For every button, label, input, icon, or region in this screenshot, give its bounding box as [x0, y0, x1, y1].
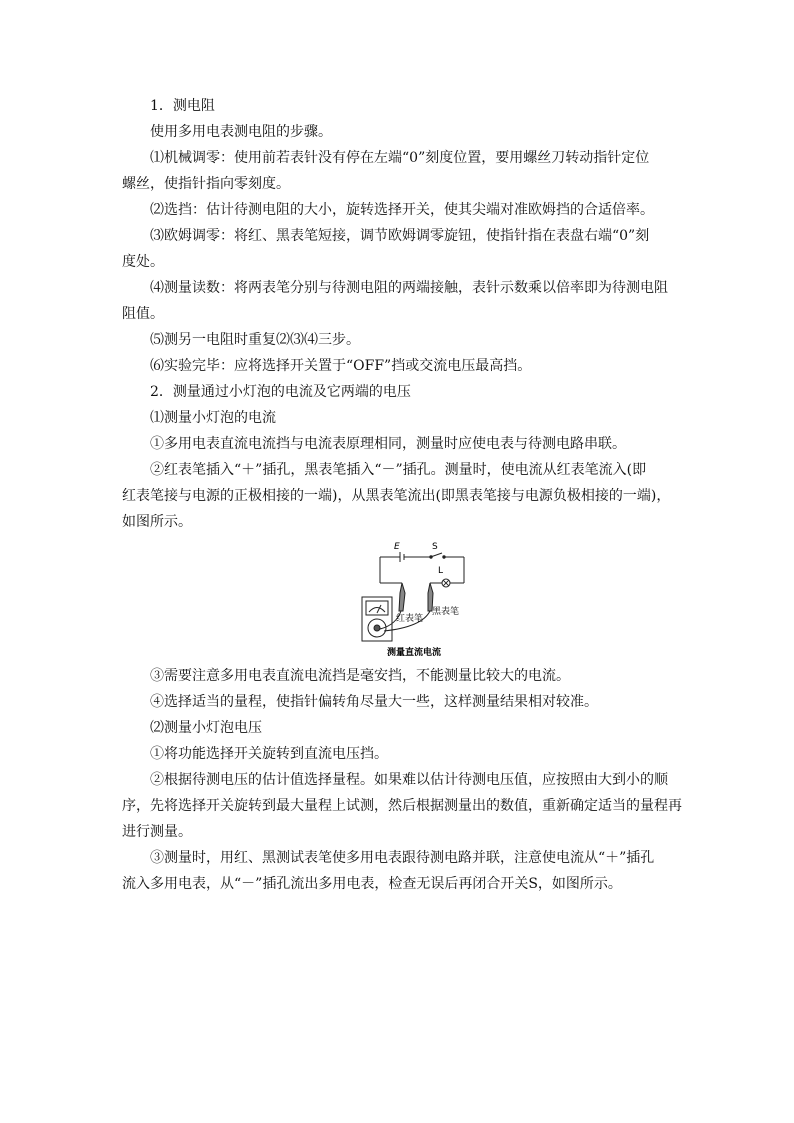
figure-caption: 测量直流电流: [386, 648, 442, 658]
text-line: ②红表笔插入“＋”插孔，黑表笔插入“－”插孔。测量时，使电流从红表笔流入(即: [150, 462, 647, 478]
text-block-lower: [122, 663, 682, 897]
text-line: 红表笔接与电源的正极相接的一端)，从黑表笔流出(即黑表笔接与电源负极相接的一端)，: [122, 488, 671, 504]
text-line: ③测量时，用红、黑测试表笔使多用电表跟待测电路并联，注意使电流从“＋”插孔: [150, 850, 655, 866]
text-line: ①多用电表直流电流挡与电流表原理相同，测量时应使电表与待测电路串联。: [150, 436, 626, 452]
text-line: ⑶欧姆调零：将红、黑表笔短接，调节欧姆调零旋钮，使指针指在表盘右端“0”刻: [150, 228, 650, 244]
text-line: ⑵选挡：估计待测电阻的大小，旋转选择开关，使其尖端对准欧姆挡的合适倍率。: [150, 202, 654, 218]
document-body: [122, 93, 682, 897]
text-line: 1．测电阻: [150, 98, 215, 114]
text-line: 使用多用电表测电阻的步骤。: [150, 124, 332, 140]
label-black-probe: 黑表笔: [432, 607, 460, 617]
text-line: ③需要注意多用电表直流电流挡是毫安挡，不能测量比较大的电流。: [150, 668, 570, 684]
text-line: 2．测量通过小灯泡的电流及它两端的电压: [150, 384, 411, 400]
text-line: ②根据待测电压的估计值选择量程。如果难以估计待测电压值，应按照由大到小的顺: [150, 772, 668, 788]
text-line: ⑷测量读数：将两表笔分别与待测电阻的两端接触，表针示数乘以倍率即为待测电阻: [150, 280, 668, 296]
circuit-figure: [122, 539, 678, 661]
text-line: ⑴机械调零：使用前若表针没有停在左端“0”刻度位置，要用螺丝刀转动指针定位: [150, 150, 650, 166]
text-block-upper: [122, 93, 678, 535]
text-line: 进行测量。: [122, 824, 192, 840]
text-line: ④选择适当的量程，使指针偏转角尽量大一些，这样测量结果相对较准。: [150, 694, 598, 710]
text-line: 序，先将选择开关旋转到最大量程上试测，然后根据测量出的数值，重新确定适当的量程再: [122, 798, 682, 814]
text-line: 螺丝，使指针指向零刻度。: [122, 176, 290, 192]
text-line: ①将功能选择开关旋转到直流电压挡。: [150, 746, 388, 762]
text-line: ⑸测另一电阻时重复⑵⑶⑷三步。: [150, 332, 360, 348]
text-line: 流入多用电表，从“－”插孔流出多用电表，检查无误后再闭合开关S，如图所示。: [122, 876, 622, 892]
text-line: ⑴测量小灯泡的电流: [150, 410, 276, 426]
text-line: 度处。: [122, 254, 164, 270]
text-line: 如图所示。: [122, 514, 192, 530]
circuit-diagram: [358, 539, 470, 661]
label-lamp-l: L: [438, 566, 444, 576]
text-line: ⑹实验完毕：应将选择开关置于“OFF”挡或交流电压最高挡。: [150, 358, 532, 374]
label-battery-e: E: [394, 542, 400, 552]
text-line: ⑵测量小灯泡电压: [150, 720, 262, 736]
label-switch-s: S: [432, 542, 438, 552]
label-red-probe: 红表笔: [396, 614, 424, 624]
text-line: 阻值。: [122, 306, 164, 322]
